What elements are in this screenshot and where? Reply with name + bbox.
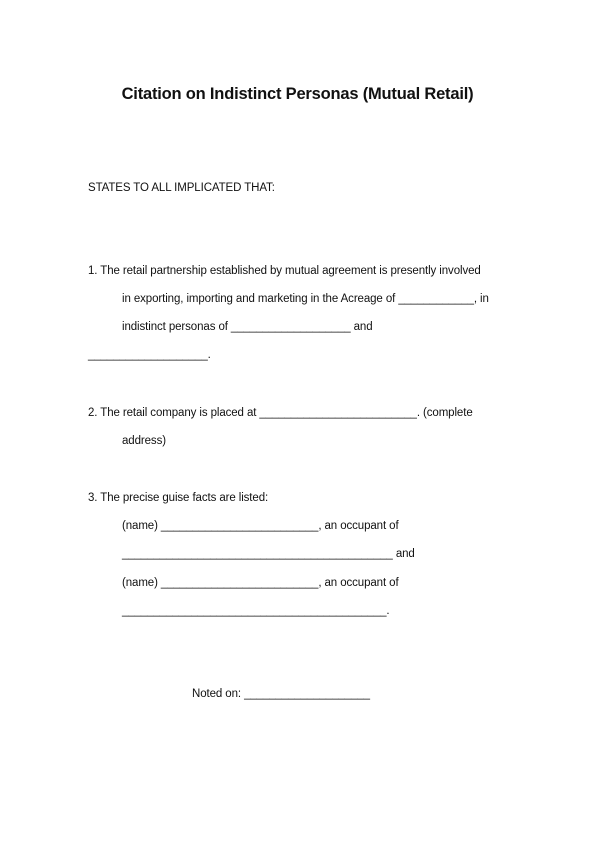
item-3-line-1: 3. The precise guise facts are listed: [88,492,269,504]
item-3-line-2: (name) _________________________, an occupant of [122,520,399,532]
item-3-line-3: ___________________________________________ and [122,548,415,560]
item-1-line-1: 1. The retail partnership established by mutual agreement is presently involved [88,265,481,277]
noted-on: Noted on: ____________________ [192,688,370,700]
item-3-line-5: __________________________________________. [122,605,390,617]
item-2-line-1: 2. The retail company is placed at _________________________. (complete [88,407,473,419]
preamble: STATES TO ALL IMPLICATED THAT: [88,182,275,194]
item-1-line-4: ___________________. [88,349,211,361]
document-title: Citation on Indistinct Personas (Mutual Retail) [121,85,474,103]
item-3-line-4: (name) _________________________, an occupant of [122,577,399,589]
item-2-line-2: address) [122,435,166,447]
item-1-line-3: indistinct personas of ___________________ and [122,321,373,333]
item-1-line-2: in exporting, importing and marketing in the Acreage of ____________, in [122,293,489,305]
